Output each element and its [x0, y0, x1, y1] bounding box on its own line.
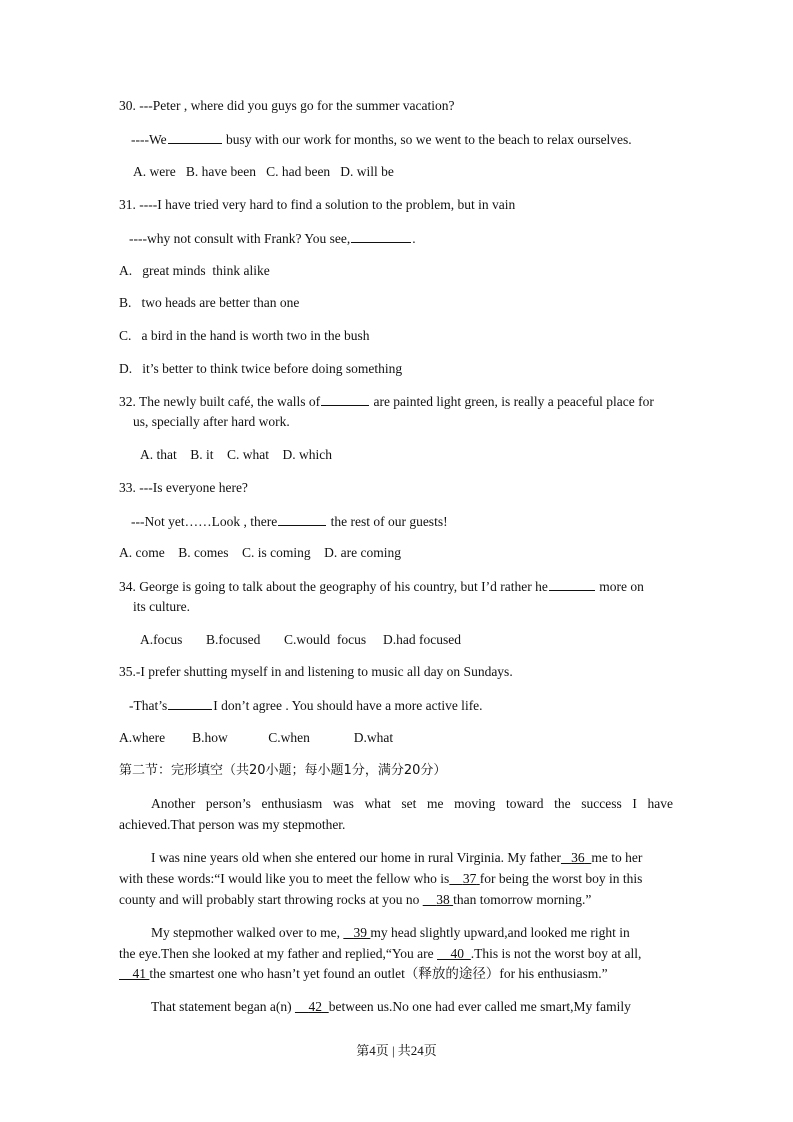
passage-p3-line2: the eye.Then she looked at my father and replied,“You are 40 .This is not the worst boy at all,	[119, 946, 642, 961]
passage-word: success	[581, 796, 622, 811]
passage-p2-line3: county and will probably start throwing rocks at you no 38 than tomorrow morning.”	[119, 892, 592, 907]
blank-38: 38	[436, 892, 450, 907]
passage-word: toward	[506, 796, 544, 811]
q34-stem-line2: its culture.	[133, 599, 190, 614]
blank-36: 36	[571, 850, 585, 865]
passage-word: moving	[454, 796, 496, 811]
passage-word: set	[401, 796, 417, 811]
q35-dialog: -That’s I don’t agree . You should have a more active life.	[129, 698, 483, 713]
q35-options: A.where B.how C.when D.what	[119, 730, 394, 745]
passage-p1-line2: achieved.That person was my stepmother.	[119, 817, 346, 832]
q34-options: A.focus B.focused C.would focus D.had focused	[140, 632, 461, 647]
q30-options: A. were B. have been C. had been D. will be	[133, 164, 394, 179]
passage-word: Another	[151, 796, 196, 811]
q30-blank	[168, 130, 222, 144]
q34-stem: 34. George is going to talk about the geography of his country, but I’d rather he more on	[119, 579, 644, 594]
blank-40: 40	[450, 946, 465, 961]
q31-option-b: B. two heads are better than one	[119, 295, 300, 310]
blank-37: 37	[462, 871, 477, 886]
passage-word: the	[554, 796, 571, 811]
q32-options: A. that B. it C. what D. which	[140, 447, 332, 462]
passage-p2-line1: I was nine years old when she entered our home in rural Virginia. My father 36 me to her	[151, 850, 643, 865]
passage-p3-line3: 41 the smartest one who hasn’t yet found an outlet（释放的途径）for his enthusiasm.”	[119, 965, 608, 983]
q30-stem: 30. ---Peter , where did you guys go for the summer vacation?	[119, 98, 455, 113]
page-footer: 第4页 | 共24页	[356, 1043, 437, 1058]
q33-stem: 33. ---Is everyone here?	[119, 480, 248, 495]
passage-word: me	[427, 796, 444, 811]
q31-dialog: ----why not consult with Frank? You see, .	[129, 231, 416, 246]
passage-word: what	[364, 796, 391, 811]
q31-option-d: D. it’s better to think twice before doing something	[119, 361, 403, 376]
passage-word: have	[647, 796, 673, 811]
section2-title: 第二节：完形填空（共20小题；每小题1分，满分20分）	[119, 763, 447, 778]
q32-stem-line2: us, specially after hard work.	[133, 414, 290, 429]
q33-options: A. come B. comes C. is coming D. are coming	[119, 545, 401, 560]
passage-p3-line1: My stepmother walked over to me, 39 my head slightly upward,and looked me right in	[151, 925, 630, 940]
q31-option-a: A. great minds think alike	[119, 263, 270, 278]
passage-p2-line2: with these words:“I would like you to meet the fellow who is 37 for being the worst boy in this	[119, 871, 643, 886]
q32-blank	[321, 392, 369, 406]
blank-41: 41	[132, 966, 146, 981]
passage-p4-line1: That statement began a(n) 42 between us.No one had ever called me smart,My family	[151, 999, 631, 1014]
q31-option-c: C. a bird in the hand is worth two in the bush	[119, 328, 370, 343]
q35-stem: 35.-I prefer shutting myself in and listening to music all day on Sundays.	[119, 664, 513, 679]
q34-blank	[549, 577, 595, 591]
blank-42: 42	[308, 999, 322, 1014]
q35-blank	[168, 696, 212, 710]
passage-word: person’s	[205, 796, 251, 811]
q33-dialog: ---Not yet……Look , there the rest of our guests!	[131, 514, 448, 529]
blank-39: 39	[353, 925, 367, 940]
q31-stem: 31. ----I have tried very hard to find a solution to the problem, but in vain	[119, 197, 516, 212]
q30-dialog: ----We busy with our work for months, so we went to the beach to relax ourselves.	[131, 132, 632, 147]
q33-blank	[278, 512, 326, 526]
q32-stem: 32. The newly built café, the walls of are painted light green, is really a peaceful place for	[119, 394, 654, 409]
q31-blank	[351, 229, 411, 243]
passage-word: enthusiasm	[261, 796, 323, 811]
passage-word: was	[332, 796, 354, 811]
passage-p1-line1	[151, 795, 673, 813]
passage-word: I	[632, 796, 637, 811]
